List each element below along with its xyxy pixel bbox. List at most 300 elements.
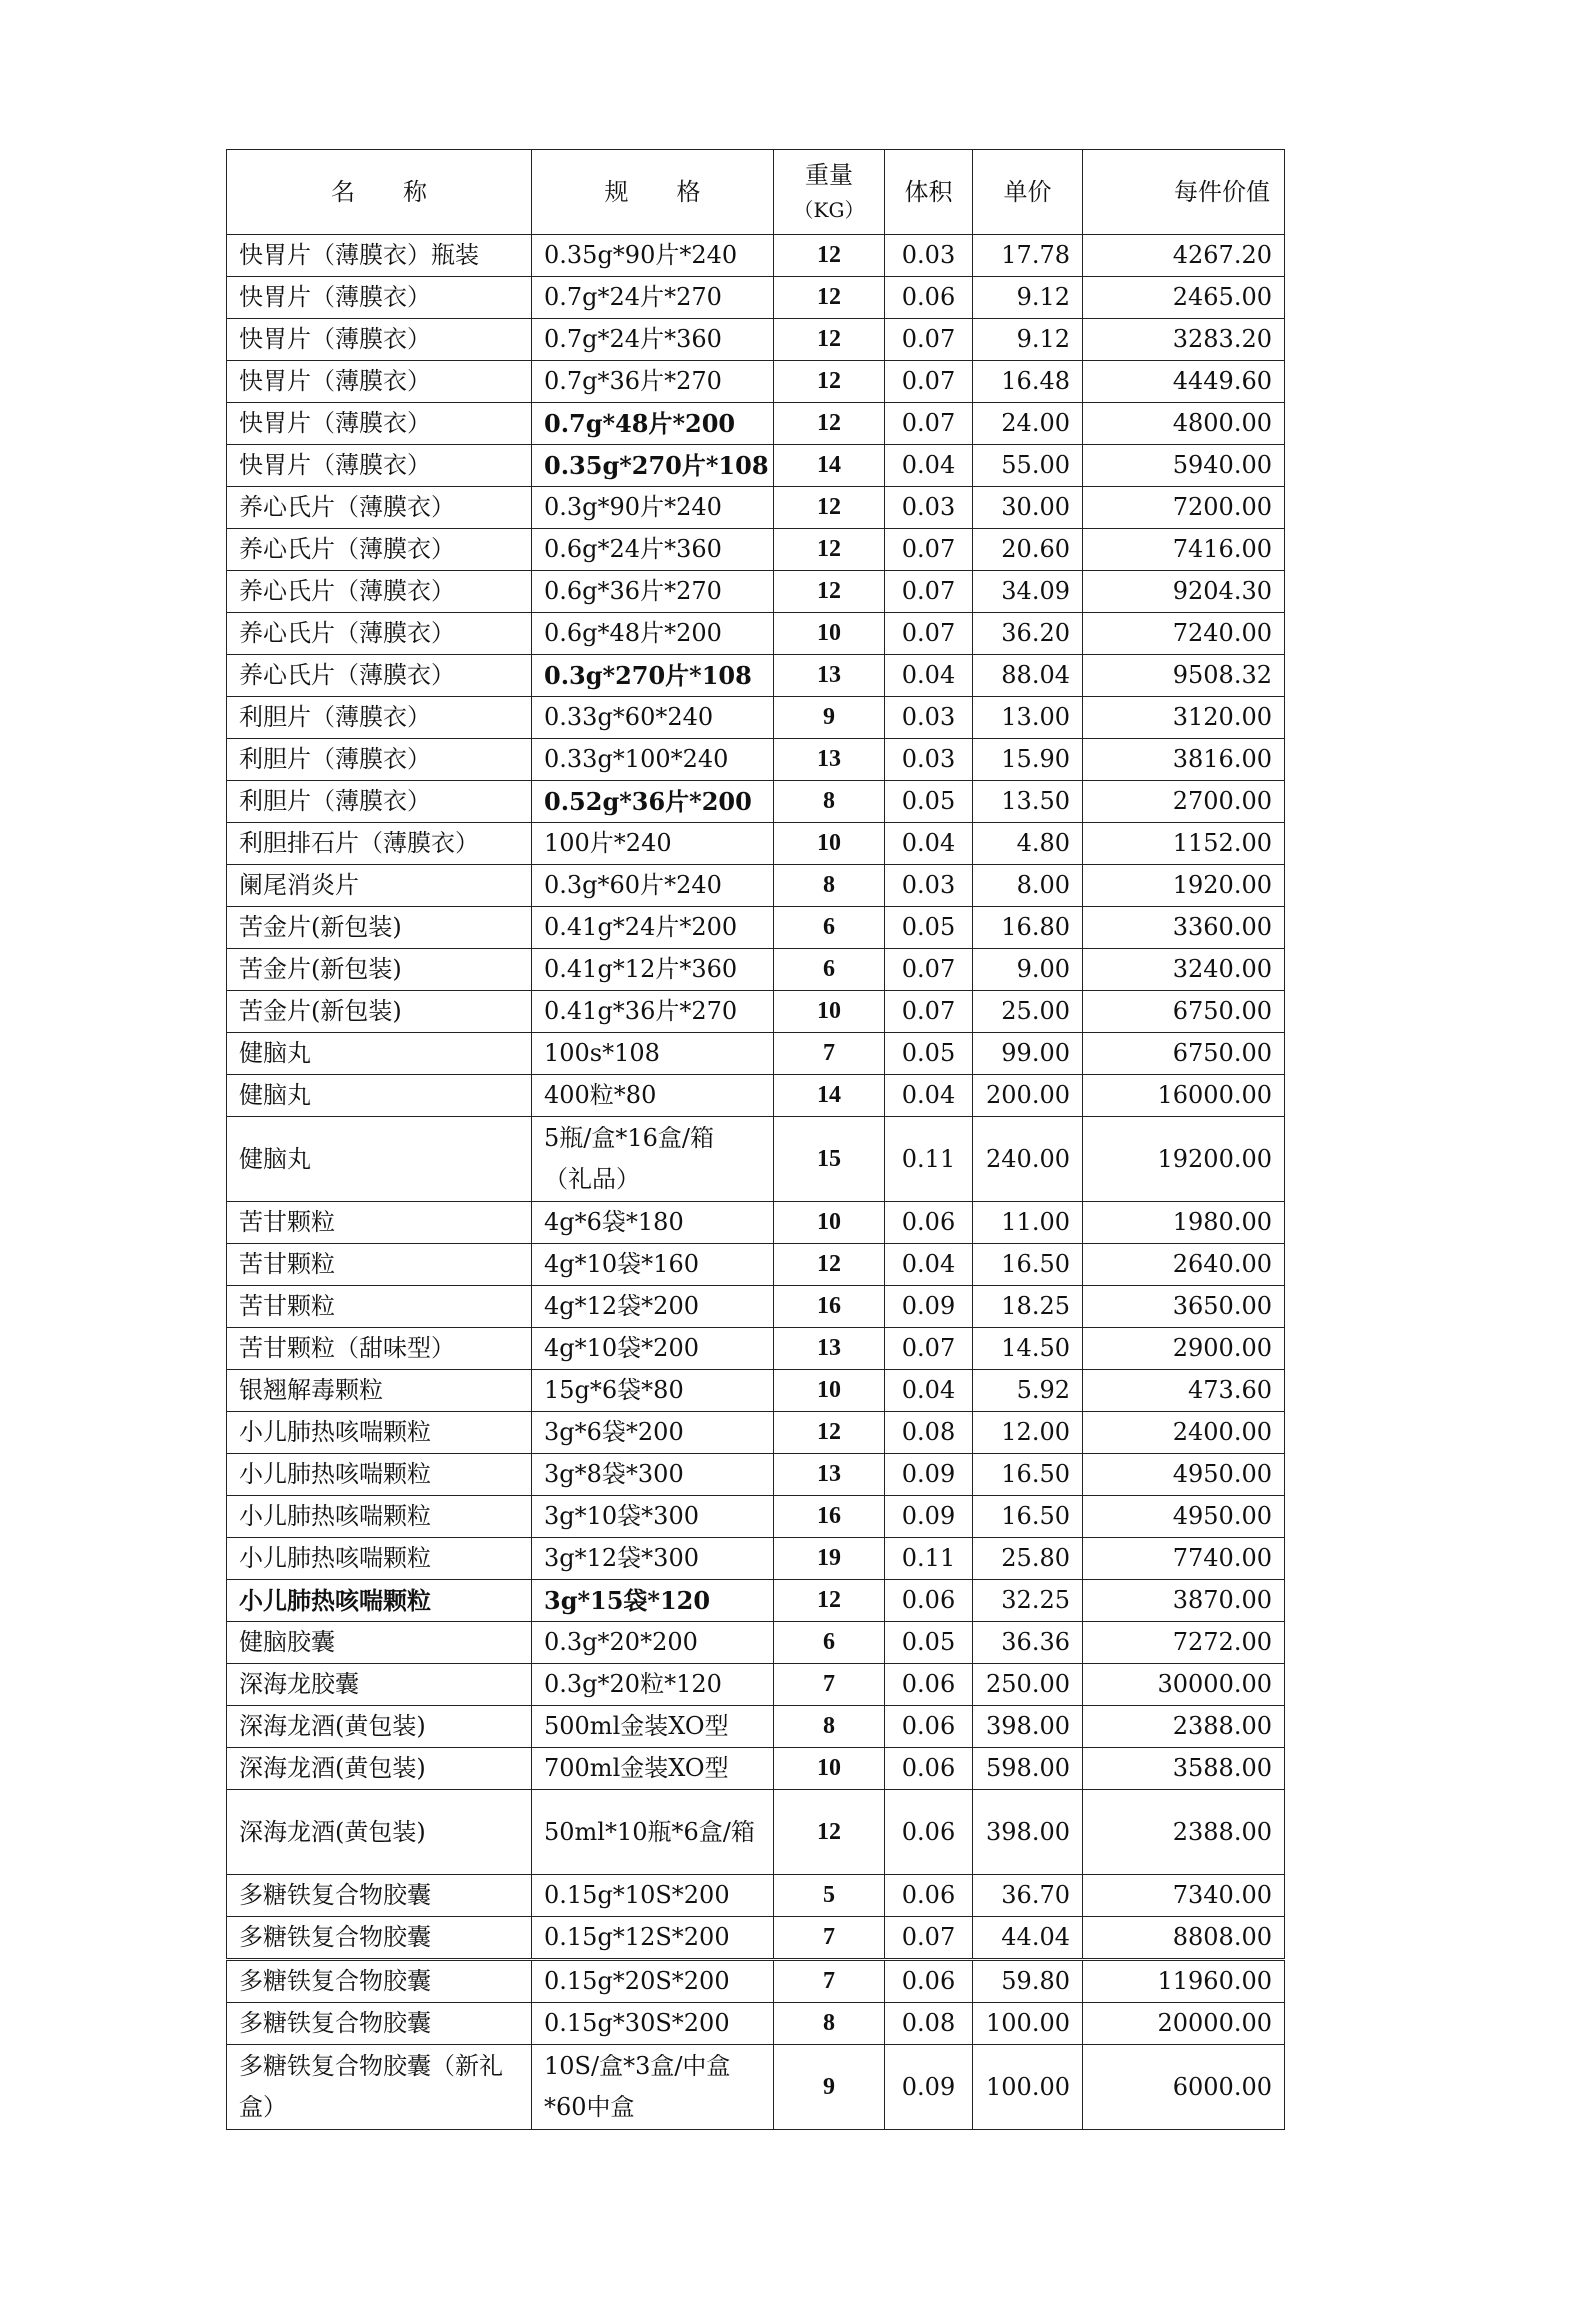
cell-weight: 10 — [774, 1202, 885, 1244]
cell-weight: 12 — [774, 1580, 885, 1622]
cell-weight: 7 — [774, 1917, 885, 1960]
cell-spec: 0.3g*20粒*120 — [532, 1664, 774, 1706]
table-row — [227, 319, 1285, 361]
cell-name: 小儿肺热咳喘颗粒 — [227, 1412, 532, 1454]
cell-name: 苦甘颗粒 — [227, 1244, 532, 1286]
cell-unit-price: 598.00 — [973, 1748, 1083, 1790]
cell-spec: 0.41g*24片*200 — [532, 907, 774, 949]
table-row — [227, 907, 1285, 949]
cell-weight: 12 — [774, 361, 885, 403]
cell-volume: 0.11 — [885, 1538, 973, 1580]
table-row — [227, 403, 1285, 445]
table-row — [227, 823, 1285, 865]
cell-name: 小儿肺热咳喘颗粒 — [227, 1496, 532, 1538]
cell-weight: 9 — [774, 697, 885, 739]
cell-name: 快胃片（薄膜衣） — [227, 445, 532, 487]
table-row — [227, 2003, 1285, 2045]
cell-weight: 10 — [774, 613, 885, 655]
cell-value: 473.60 — [1083, 1370, 1285, 1412]
cell-value: 2388.00 — [1083, 1790, 1285, 1875]
cell-unit-price: 18.25 — [973, 1286, 1083, 1328]
cell-weight: 14 — [774, 1075, 885, 1117]
product-price-table — [226, 149, 1285, 2130]
table-row — [227, 1664, 1285, 1706]
cell-unit-price: 12.00 — [973, 1412, 1083, 1454]
cell-volume: 0.05 — [885, 781, 973, 823]
cell-volume: 0.07 — [885, 991, 973, 1033]
cell-volume: 0.04 — [885, 1244, 973, 1286]
cell-volume: 0.11 — [885, 1117, 973, 1202]
cell-weight: 16 — [774, 1286, 885, 1328]
cell-weight: 6 — [774, 907, 885, 949]
cell-weight: 7 — [774, 1960, 885, 2003]
cell-weight: 19 — [774, 1538, 885, 1580]
cell-unit-price: 88.04 — [973, 655, 1083, 697]
cell-value: 2400.00 — [1083, 1412, 1285, 1454]
cell-volume: 0.07 — [885, 1917, 973, 1960]
header-unit-price: 单价 — [973, 150, 1083, 235]
table-row — [227, 1033, 1285, 1075]
cell-spec: 0.15g*12S*200 — [532, 1917, 774, 1960]
cell-weight: 5 — [774, 1875, 885, 1917]
cell-value: 1920.00 — [1083, 865, 1285, 907]
table-row — [227, 697, 1285, 739]
cell-spec: 10S/盒*3盒/中盒*60中盒 — [532, 2045, 774, 2130]
cell-unit-price: 16.48 — [973, 361, 1083, 403]
cell-volume: 0.09 — [885, 1286, 973, 1328]
cell-unit-price: 44.04 — [973, 1917, 1083, 1960]
cell-volume: 0.06 — [885, 1790, 973, 1875]
cell-volume: 0.07 — [885, 403, 973, 445]
cell-weight: 13 — [774, 655, 885, 697]
cell-value: 1152.00 — [1083, 823, 1285, 865]
cell-name: 快胃片（薄膜衣） — [227, 361, 532, 403]
table-row — [227, 1706, 1285, 1748]
table-row — [227, 781, 1285, 823]
cell-value: 11960.00 — [1083, 1960, 1285, 2003]
cell-unit-price: 36.36 — [973, 1622, 1083, 1664]
cell-unit-price: 100.00 — [973, 2003, 1083, 2045]
cell-unit-price: 16.50 — [973, 1244, 1083, 1286]
cell-weight: 13 — [774, 1454, 885, 1496]
cell-spec: 0.15g*30S*200 — [532, 2003, 774, 2045]
table-row — [227, 1117, 1285, 1202]
cell-spec: 0.3g*60片*240 — [532, 865, 774, 907]
cell-weight: 6 — [774, 1622, 885, 1664]
cell-weight: 8 — [774, 781, 885, 823]
cell-volume: 0.05 — [885, 1622, 973, 1664]
cell-unit-price: 25.80 — [973, 1538, 1083, 1580]
cell-weight: 10 — [774, 1370, 885, 1412]
cell-unit-price: 24.00 — [973, 403, 1083, 445]
cell-name: 多糖铁复合物胶囊 — [227, 1960, 532, 2003]
cell-value: 1980.00 — [1083, 1202, 1285, 1244]
table-row — [227, 1496, 1285, 1538]
cell-weight: 9 — [774, 2045, 885, 2130]
table-row — [227, 1875, 1285, 1917]
cell-spec: 3g*15袋*120 — [532, 1580, 774, 1622]
cell-name: 深海龙酒(黄包装) — [227, 1790, 532, 1875]
cell-value: 3120.00 — [1083, 697, 1285, 739]
cell-volume: 0.06 — [885, 1748, 973, 1790]
cell-spec: 5瓶/盒*16盒/箱（礼品） — [532, 1117, 774, 1202]
cell-volume: 0.07 — [885, 949, 973, 991]
cell-unit-price: 13.00 — [973, 697, 1083, 739]
cell-volume: 0.03 — [885, 865, 973, 907]
cell-name: 健脑丸 — [227, 1117, 532, 1202]
cell-spec: 3g*10袋*300 — [532, 1496, 774, 1538]
cell-volume: 0.04 — [885, 655, 973, 697]
cell-unit-price: 240.00 — [973, 1117, 1083, 1202]
table-row — [227, 1580, 1285, 1622]
cell-spec: 3g*8袋*300 — [532, 1454, 774, 1496]
header-value-per-case: 每件价值 — [1083, 150, 1285, 235]
cell-name: 快胃片（薄膜衣） — [227, 319, 532, 361]
cell-weight: 12 — [774, 277, 885, 319]
table-row — [227, 2045, 1285, 2130]
cell-value: 30000.00 — [1083, 1664, 1285, 1706]
cell-value: 3588.00 — [1083, 1748, 1285, 1790]
cell-volume: 0.06 — [885, 1664, 973, 1706]
cell-volume: 0.03 — [885, 235, 973, 277]
cell-name: 快胃片（薄膜衣） — [227, 277, 532, 319]
cell-name: 快胃片（薄膜衣） — [227, 403, 532, 445]
cell-weight: 13 — [774, 739, 885, 781]
cell-spec: 0.15g*20S*200 — [532, 1960, 774, 2003]
cell-value: 3240.00 — [1083, 949, 1285, 991]
cell-weight: 8 — [774, 2003, 885, 2045]
cell-value: 7340.00 — [1083, 1875, 1285, 1917]
table-row — [227, 529, 1285, 571]
cell-name: 苦甘颗粒 — [227, 1202, 532, 1244]
cell-name: 小儿肺热咳喘颗粒 — [227, 1454, 532, 1496]
cell-value: 3360.00 — [1083, 907, 1285, 949]
cell-spec: 0.35g*90片*240 — [532, 235, 774, 277]
cell-weight: 7 — [774, 1664, 885, 1706]
cell-unit-price: 398.00 — [973, 1790, 1083, 1875]
table-row — [227, 361, 1285, 403]
table-row — [227, 865, 1285, 907]
cell-name: 养心氏片（薄膜衣） — [227, 529, 532, 571]
cell-weight: 10 — [774, 991, 885, 1033]
cell-weight: 16 — [774, 1496, 885, 1538]
cell-name: 深海龙酒(黄包装) — [227, 1748, 532, 1790]
header-volume: 体积 — [885, 150, 973, 235]
cell-unit-price: 200.00 — [973, 1075, 1083, 1117]
cell-value: 4950.00 — [1083, 1496, 1285, 1538]
cell-spec: 0.33g*100*240 — [532, 739, 774, 781]
cell-volume: 0.09 — [885, 2045, 973, 2130]
cell-unit-price: 99.00 — [973, 1033, 1083, 1075]
cell-name: 小儿肺热咳喘颗粒 — [227, 1538, 532, 1580]
table-row — [227, 1790, 1285, 1875]
cell-name: 养心氏片（薄膜衣） — [227, 487, 532, 529]
cell-value: 3816.00 — [1083, 739, 1285, 781]
cell-name: 健脑丸 — [227, 1033, 532, 1075]
cell-spec: 4g*10袋*160 — [532, 1244, 774, 1286]
cell-unit-price: 32.25 — [973, 1580, 1083, 1622]
cell-spec: 0.6g*48片*200 — [532, 613, 774, 655]
cell-name: 健脑胶囊 — [227, 1622, 532, 1664]
cell-spec: 0.52g*36片*200 — [532, 781, 774, 823]
cell-volume: 0.04 — [885, 823, 973, 865]
table-row — [227, 949, 1285, 991]
cell-name: 多糖铁复合物胶囊 — [227, 1917, 532, 1960]
cell-volume: 0.07 — [885, 613, 973, 655]
cell-volume: 0.09 — [885, 1496, 973, 1538]
cell-unit-price: 100.00 — [973, 2045, 1083, 2130]
cell-volume: 0.04 — [885, 1075, 973, 1117]
cell-value: 7740.00 — [1083, 1538, 1285, 1580]
cell-unit-price: 55.00 — [973, 445, 1083, 487]
header-weight — [774, 150, 885, 235]
cell-weight: 12 — [774, 235, 885, 277]
cell-name: 深海龙酒(黄包装) — [227, 1706, 532, 1748]
cell-name: 利胆片（薄膜衣） — [227, 739, 532, 781]
cell-value: 2388.00 — [1083, 1706, 1285, 1748]
cell-value: 7272.00 — [1083, 1622, 1285, 1664]
cell-name: 养心氏片（薄膜衣） — [227, 655, 532, 697]
cell-name: 银翘解毒颗粒 — [227, 1370, 532, 1412]
cell-name: 利胆排石片（薄膜衣） — [227, 823, 532, 865]
cell-spec: 3g*12袋*300 — [532, 1538, 774, 1580]
table-row — [227, 571, 1285, 613]
cell-unit-price: 16.50 — [973, 1496, 1083, 1538]
cell-volume: 0.09 — [885, 1454, 973, 1496]
cell-spec: 0.7g*24片*360 — [532, 319, 774, 361]
cell-volume: 0.04 — [885, 1370, 973, 1412]
cell-value: 4267.20 — [1083, 235, 1285, 277]
cell-spec: 0.6g*36片*270 — [532, 571, 774, 613]
cell-value: 16000.00 — [1083, 1075, 1285, 1117]
cell-volume: 0.06 — [885, 1202, 973, 1244]
cell-spec: 0.7g*48片*200 — [532, 403, 774, 445]
cell-value: 2465.00 — [1083, 277, 1285, 319]
cell-unit-price: 13.50 — [973, 781, 1083, 823]
cell-spec: 100片*240 — [532, 823, 774, 865]
cell-spec: 0.41g*36片*270 — [532, 991, 774, 1033]
cell-volume: 0.05 — [885, 907, 973, 949]
cell-volume: 0.07 — [885, 529, 973, 571]
cell-weight: 12 — [774, 1244, 885, 1286]
header-name: 名 称 — [227, 150, 532, 235]
cell-spec: 15g*6袋*80 — [532, 1370, 774, 1412]
cell-unit-price: 16.50 — [973, 1454, 1083, 1496]
cell-value: 4800.00 — [1083, 403, 1285, 445]
header-spec: 规 格 — [532, 150, 774, 235]
cell-spec: 4g*10袋*200 — [532, 1328, 774, 1370]
cell-name: 健脑丸 — [227, 1075, 532, 1117]
cell-volume: 0.08 — [885, 2003, 973, 2045]
cell-volume: 0.03 — [885, 697, 973, 739]
cell-unit-price: 9.12 — [973, 277, 1083, 319]
cell-spec: 100s*108 — [532, 1033, 774, 1075]
cell-unit-price: 250.00 — [973, 1664, 1083, 1706]
table-header-row — [227, 150, 1285, 235]
cell-name: 利胆片（薄膜衣） — [227, 781, 532, 823]
cell-weight: 10 — [774, 823, 885, 865]
cell-volume: 0.06 — [885, 1580, 973, 1622]
header-weight-line2: （KG） — [793, 197, 865, 222]
cell-unit-price: 15.90 — [973, 739, 1083, 781]
cell-name: 小儿肺热咳喘颗粒 — [227, 1580, 532, 1622]
cell-name: 多糖铁复合物胶囊 — [227, 1875, 532, 1917]
cell-value: 9508.32 — [1083, 655, 1285, 697]
cell-name: 苦甘颗粒（甜味型） — [227, 1328, 532, 1370]
cell-name: 利胆片（薄膜衣） — [227, 697, 532, 739]
cell-spec: 0.3g*90片*240 — [532, 487, 774, 529]
cell-weight: 15 — [774, 1117, 885, 1202]
cell-volume: 0.07 — [885, 571, 973, 613]
cell-weight: 13 — [774, 1328, 885, 1370]
table-row — [227, 1202, 1285, 1244]
cell-weight: 12 — [774, 1790, 885, 1875]
cell-value: 7240.00 — [1083, 613, 1285, 655]
cell-volume: 0.06 — [885, 277, 973, 319]
cell-spec: 0.15g*10S*200 — [532, 1875, 774, 1917]
cell-weight: 12 — [774, 529, 885, 571]
cell-weight: 12 — [774, 571, 885, 613]
cell-value: 20000.00 — [1083, 2003, 1285, 2045]
cell-weight: 6 — [774, 949, 885, 991]
cell-spec: 0.3g*20*200 — [532, 1622, 774, 1664]
cell-spec: 0.6g*24片*360 — [532, 529, 774, 571]
cell-unit-price: 16.80 — [973, 907, 1083, 949]
cell-spec: 0.3g*270片*108 — [532, 655, 774, 697]
cell-volume: 0.03 — [885, 739, 973, 781]
cell-weight: 12 — [774, 403, 885, 445]
table-row — [227, 1960, 1285, 2003]
cell-spec: 0.41g*12片*360 — [532, 949, 774, 991]
table-row — [227, 1538, 1285, 1580]
table-row — [227, 739, 1285, 781]
cell-volume: 0.08 — [885, 1412, 973, 1454]
cell-spec: 4g*12袋*200 — [532, 1286, 774, 1328]
cell-value: 6000.00 — [1083, 2045, 1285, 2130]
cell-volume: 0.06 — [885, 1960, 973, 2003]
cell-volume: 0.04 — [885, 445, 973, 487]
cell-unit-price: 36.70 — [973, 1875, 1083, 1917]
cell-value: 2900.00 — [1083, 1328, 1285, 1370]
table-row — [227, 1244, 1285, 1286]
cell-value: 6750.00 — [1083, 1033, 1285, 1075]
table-row — [227, 1748, 1285, 1790]
cell-weight: 12 — [774, 319, 885, 361]
cell-value: 3870.00 — [1083, 1580, 1285, 1622]
table-row — [227, 1370, 1285, 1412]
table-row — [227, 1454, 1285, 1496]
cell-volume: 0.06 — [885, 1706, 973, 1748]
cell-weight: 14 — [774, 445, 885, 487]
cell-spec: 3g*6袋*200 — [532, 1412, 774, 1454]
cell-unit-price: 5.92 — [973, 1370, 1083, 1412]
cell-value: 8808.00 — [1083, 1917, 1285, 1960]
cell-unit-price: 17.78 — [973, 235, 1083, 277]
table-row — [227, 1328, 1285, 1370]
cell-name: 快胃片（薄膜衣）瓶装 — [227, 235, 532, 277]
cell-spec: 0.7g*36片*270 — [532, 361, 774, 403]
table-row — [227, 235, 1285, 277]
cell-value: 3650.00 — [1083, 1286, 1285, 1328]
table-row — [227, 1622, 1285, 1664]
table-row — [227, 613, 1285, 655]
cell-unit-price: 8.00 — [973, 865, 1083, 907]
cell-name: 深海龙胶囊 — [227, 1664, 532, 1706]
cell-unit-price: 30.00 — [973, 487, 1083, 529]
cell-value: 2700.00 — [1083, 781, 1285, 823]
cell-spec: 500ml金装XO型 — [532, 1706, 774, 1748]
cell-name: 苦金片(新包装) — [227, 991, 532, 1033]
cell-unit-price: 11.00 — [973, 1202, 1083, 1244]
cell-unit-price: 34.09 — [973, 571, 1083, 613]
cell-unit-price: 9.12 — [973, 319, 1083, 361]
table-row — [227, 1917, 1285, 1960]
table-row — [227, 1286, 1285, 1328]
cell-weight: 10 — [774, 1748, 885, 1790]
cell-weight: 7 — [774, 1033, 885, 1075]
cell-value: 7416.00 — [1083, 529, 1285, 571]
cell-name: 多糖铁复合物胶囊 — [227, 2003, 532, 2045]
cell-name: 多糖铁复合物胶囊（新礼盒） — [227, 2045, 532, 2130]
cell-spec: 400粒*80 — [532, 1075, 774, 1117]
cell-value: 4449.60 — [1083, 361, 1285, 403]
table-body — [227, 235, 1285, 2130]
cell-unit-price: 9.00 — [973, 949, 1083, 991]
cell-unit-price: 398.00 — [973, 1706, 1083, 1748]
cell-unit-price: 20.60 — [973, 529, 1083, 571]
table-row — [227, 1075, 1285, 1117]
cell-name: 阑尾消炎片 — [227, 865, 532, 907]
cell-name: 养心氏片（薄膜衣） — [227, 613, 532, 655]
cell-spec: 4g*6袋*180 — [532, 1202, 774, 1244]
cell-name: 苦金片(新包装) — [227, 907, 532, 949]
cell-value: 6750.00 — [1083, 991, 1285, 1033]
cell-value: 4950.00 — [1083, 1454, 1285, 1496]
cell-spec: 700ml金装XO型 — [532, 1748, 774, 1790]
cell-unit-price: 4.80 — [973, 823, 1083, 865]
cell-unit-price: 25.00 — [973, 991, 1083, 1033]
table-row — [227, 487, 1285, 529]
cell-unit-price: 59.80 — [973, 1960, 1083, 2003]
cell-volume: 0.03 — [885, 487, 973, 529]
table-row — [227, 445, 1285, 487]
cell-unit-price: 14.50 — [973, 1328, 1083, 1370]
cell-volume: 0.07 — [885, 361, 973, 403]
cell-name: 养心氏片（薄膜衣） — [227, 571, 532, 613]
cell-volume: 0.07 — [885, 319, 973, 361]
cell-value: 7200.00 — [1083, 487, 1285, 529]
cell-weight: 12 — [774, 487, 885, 529]
cell-value: 2640.00 — [1083, 1244, 1285, 1286]
cell-volume: 0.06 — [885, 1875, 973, 1917]
cell-spec: 0.7g*24片*270 — [532, 277, 774, 319]
table-row — [227, 991, 1285, 1033]
cell-weight: 12 — [774, 1412, 885, 1454]
cell-volume: 0.07 — [885, 1328, 973, 1370]
table-row — [227, 655, 1285, 697]
cell-spec: 0.33g*60*240 — [532, 697, 774, 739]
cell-name: 苦甘颗粒 — [227, 1286, 532, 1328]
cell-weight: 8 — [774, 865, 885, 907]
cell-name: 苦金片(新包装) — [227, 949, 532, 991]
cell-unit-price: 36.20 — [973, 613, 1083, 655]
cell-volume: 0.05 — [885, 1033, 973, 1075]
cell-spec: 0.35g*270片*108 — [532, 445, 774, 487]
cell-value: 19200.00 — [1083, 1117, 1285, 1202]
cell-value: 5940.00 — [1083, 445, 1285, 487]
table-row — [227, 277, 1285, 319]
cell-value: 3283.20 — [1083, 319, 1285, 361]
